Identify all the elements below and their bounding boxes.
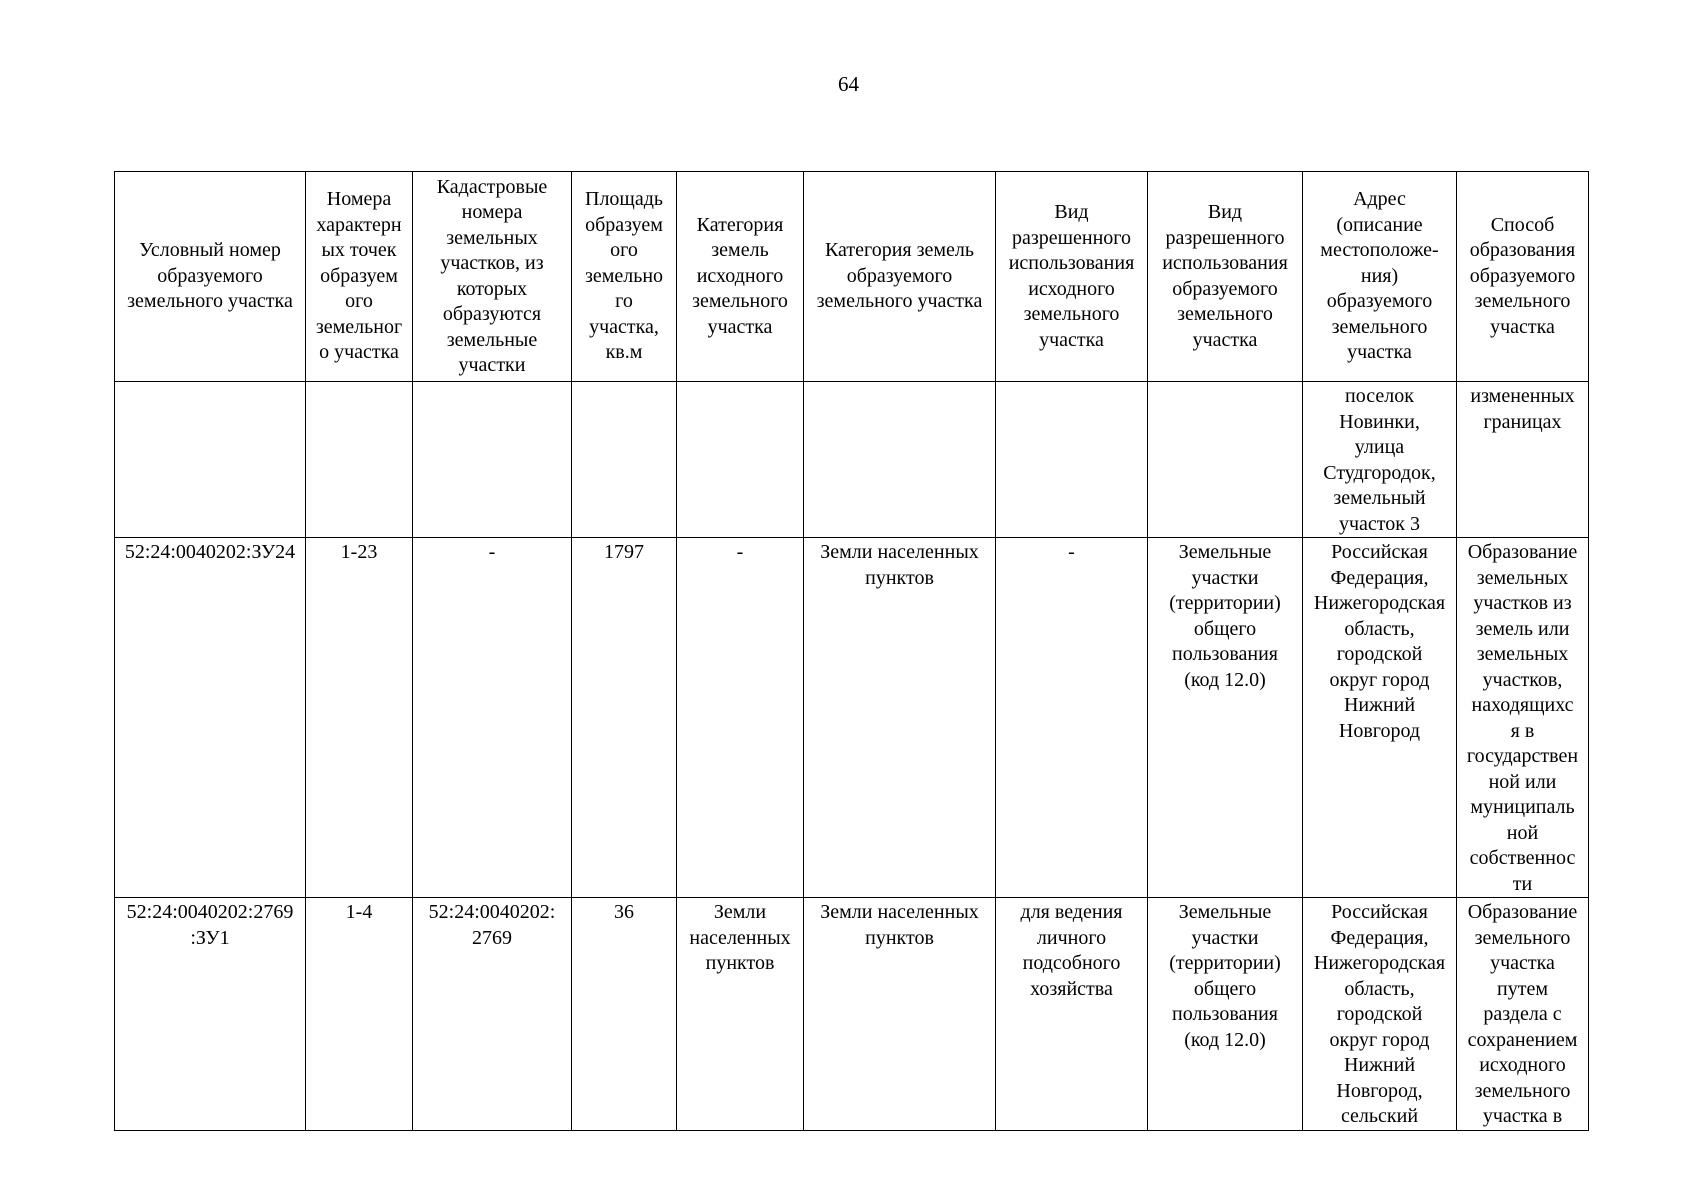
table-row xyxy=(115,382,1589,538)
cell-conditional-number: 52:24:0040202:2769 :ЗУ1 xyxy=(115,898,306,1131)
cell-formation-method: Образование земельного участка путем раздела с сохранением исходного земельного участка в xyxy=(1457,898,1589,1131)
land-plots-table xyxy=(114,171,1589,1131)
cell-new-permitted-use xyxy=(1148,382,1303,538)
cell-source-cadastral-numbers xyxy=(413,382,572,538)
cell-point-numbers xyxy=(306,382,413,538)
cell-address: Российская Федерация, Нижегородская область, городской округ город Нижний Новгород, сельский xyxy=(1303,898,1457,1131)
cell-source-land-category: Земли населенных пунктов xyxy=(677,898,804,1131)
header-new-land-category: Категория земель образуемого земельного участка xyxy=(804,172,996,382)
cell-source-permitted-use: для ведения личного подсобного хозяйства xyxy=(996,898,1148,1131)
cell-source-land-category xyxy=(677,382,804,538)
cell-new-permitted-use: Земельные участки (территории) общего пользования (код 12.0) xyxy=(1148,898,1303,1131)
header-point-numbers: Номера характерн ых точек образуем ого земельног о участка xyxy=(306,172,413,382)
header-address: Адрес (описание местоположе- ния) образуемого земельного участка xyxy=(1303,172,1457,382)
header-area: Площадь образуем ого земельно го участка, кв.м xyxy=(572,172,677,382)
cell-source-permitted-use: - xyxy=(996,538,1148,898)
table-header-row xyxy=(115,172,1589,382)
cell-point-numbers: 1-23 xyxy=(306,538,413,898)
cell-new-land-category xyxy=(804,382,996,538)
header-source-cadastral-numbers: Кадастровые номера земельных участков, из которых образуются земельные участки xyxy=(413,172,572,382)
cell-new-land-category: Земли населенных пунктов xyxy=(804,538,996,898)
cell-conditional-number: 52:24:0040202:ЗУ24 xyxy=(115,538,306,898)
cell-new-permitted-use: Земельные участки (территории) общего пользования (код 12.0) xyxy=(1148,538,1303,898)
header-formation-method: Способ образования образуемого земельного участка xyxy=(1457,172,1589,382)
header-new-permitted-use: Вид разрешенного использования образуемого земельного участка xyxy=(1148,172,1303,382)
cell-address: Российская Федерация, Нижегородская область, городской округ город Нижний Новгород xyxy=(1303,538,1457,898)
cell-conditional-number xyxy=(115,382,306,538)
table-row xyxy=(115,538,1589,898)
cell-address: поселок Новинки, улица Студгородок, земельный участок 3 xyxy=(1303,382,1457,538)
cell-source-cadastral-numbers: - xyxy=(413,538,572,898)
header-source-land-category: Категория земель исходного земельного участка xyxy=(677,172,804,382)
cell-area xyxy=(572,382,677,538)
cell-source-cadastral-numbers: 52:24:0040202: 2769 xyxy=(413,898,572,1131)
cell-area: 36 xyxy=(572,898,677,1131)
page-number: 64 xyxy=(838,72,859,96)
header-conditional-number: Условный номер образуемого земельного участка xyxy=(115,172,306,382)
cell-new-land-category: Земли населенных пунктов xyxy=(804,898,996,1131)
cell-point-numbers: 1-4 xyxy=(306,898,413,1131)
cell-formation-method: измененных границах xyxy=(1457,382,1589,538)
cell-formation-method: Образование земельных участков из земель или земельных участков, находящихс я в государствен ной или муниципаль ной собственнос ти xyxy=(1457,538,1589,898)
cell-area: 1797 xyxy=(572,538,677,898)
header-source-permitted-use: Вид разрешенного использования исходного земельного участка xyxy=(996,172,1148,382)
table-row xyxy=(115,898,1589,1131)
cell-source-permitted-use xyxy=(996,382,1148,538)
cell-source-land-category: - xyxy=(677,538,804,898)
